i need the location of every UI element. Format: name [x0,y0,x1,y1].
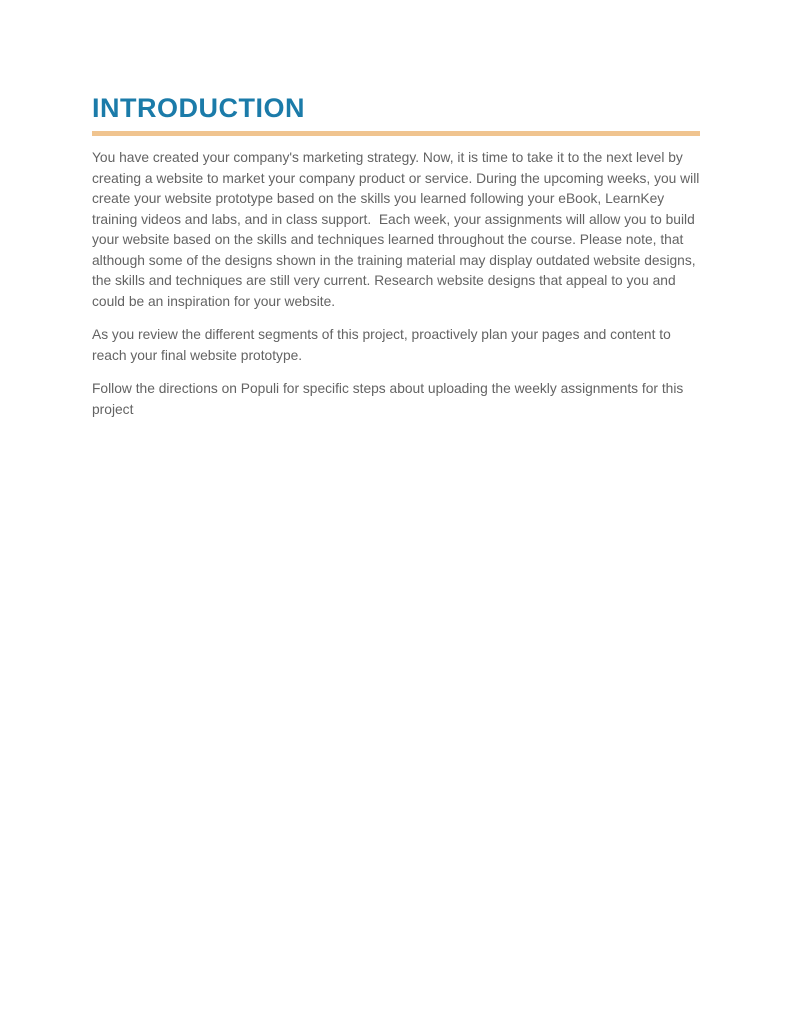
intro-paragraph-2: As you review the different segments of this project, proactively plan your pages and content to reach your final website prototype. [92,327,675,363]
intro-paragraph-1: You have created your company's marketing strategy. Now, it is time to take it to the next level by creating a website to market your company product or service. During the upcoming weeks, you will create your website prototype based on the skills you learned following your eBook, LearnKey training videos and labs, and in class support. Each week, your assignments will allow you to build your website based on the skills and techniques learned throughout the course. Please note, that although some of the designs shown in the training material may display outdated website designs, the skills and techniques are still very current. Research website designs that appeal to you and could be an inspiration for your website. [92,150,704,309]
section-heading: INTRODUCTION [92,93,305,123]
intro-paragraph-3: Follow the directions on Populi for specific steps about uploading the weekly assignments for this project [92,381,688,417]
document-content [92,93,704,433]
heading-rule-divider [92,131,700,136]
